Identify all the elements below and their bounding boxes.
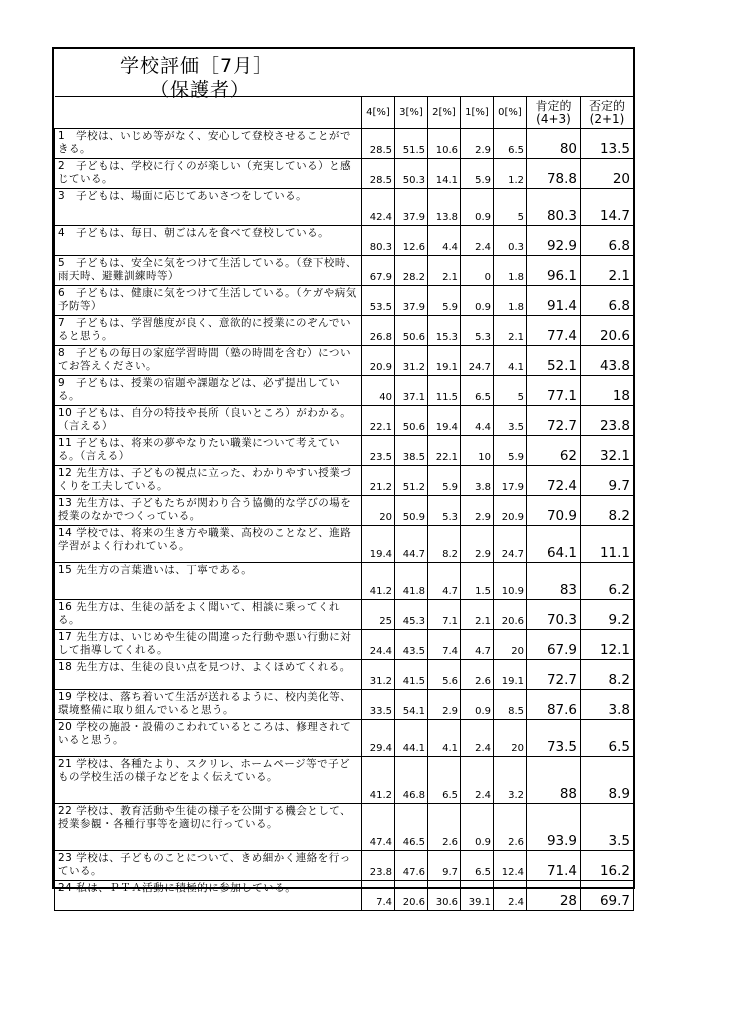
question-text: 11 子どもは、将来の夢やなりたい職業について考えている。（言える） <box>55 436 362 466</box>
value-positive: 78.8 <box>527 159 581 189</box>
page-title: 学校評価［7月］ <box>120 55 274 77</box>
question-text: 24 私は、ＰＴＡ活動に積極的に参加している。 <box>55 881 362 911</box>
value-positive: 77.4 <box>527 316 581 346</box>
table-row <box>55 804 634 851</box>
value-positive: 72.7 <box>527 406 581 436</box>
value-negative: 6.2 <box>581 563 634 600</box>
value-positive: 72.7 <box>527 660 581 690</box>
value-1: 6.5 <box>461 851 494 881</box>
value-3: 44.7 <box>395 526 428 563</box>
header-3: 3[%] <box>395 97 428 129</box>
value-4: 40 <box>362 376 395 406</box>
value-positive: 73.5 <box>527 720 581 757</box>
question-text: 18 先生方は、生徒の良い点を見つけ、よくほめてくれる。 <box>55 660 362 690</box>
value-0: 5 <box>494 376 527 406</box>
table-row <box>55 851 634 881</box>
value-2: 2.1 <box>428 256 461 286</box>
value-1: 2.9 <box>461 496 494 526</box>
question-text: 14 学校では、将来の生き方や職業、高校のことなど、進路学習がよく行われている。 <box>55 526 362 563</box>
value-negative: 8.2 <box>581 660 634 690</box>
question-text: 8 子どもの毎日の家庭学習時間（塾の時間を含む）についてお答えください。 <box>55 346 362 376</box>
question-text: 9 子どもは、授業の宿題や課題などは、必ず提出している。 <box>55 376 362 406</box>
header-negative: 否定的(2+1) <box>581 97 634 129</box>
question-text: 17 先生方は、いじめや生徒の間違った行動や悪い行動に対して指導してくれる。 <box>55 630 362 660</box>
question-text: 15 先生方の言葉遣いは、丁寧である。 <box>55 563 362 600</box>
value-2: 2.9 <box>428 690 461 720</box>
value-positive: 70.9 <box>527 496 581 526</box>
value-0: 10.9 <box>494 563 527 600</box>
value-positive: 83 <box>527 563 581 600</box>
table-row <box>55 496 634 526</box>
value-negative: 8.9 <box>581 757 634 804</box>
value-0: 1.8 <box>494 286 527 316</box>
question-text: 22 学校は、教育活動や生徒の様子を公開する機会として、授業参観・各種行事等を適切に行っている。 <box>55 804 362 851</box>
table-row <box>55 286 634 316</box>
value-2: 6.5 <box>428 757 461 804</box>
table-row <box>55 436 634 466</box>
question-text: 16 先生方は、生徒の話をよく聞いて、相談に乗ってくれる。 <box>55 600 362 630</box>
value-negative: 43.8 <box>581 346 634 376</box>
value-1: 6.5 <box>461 376 494 406</box>
value-3: 45.3 <box>395 600 428 630</box>
value-4: 24.4 <box>362 630 395 660</box>
value-1: 24.7 <box>461 346 494 376</box>
value-negative: 13.5 <box>581 129 634 159</box>
header-1: 1[%] <box>461 97 494 129</box>
table-row <box>55 226 634 256</box>
table-row <box>55 630 634 660</box>
value-negative: 6.8 <box>581 226 634 256</box>
value-3: 37.9 <box>395 189 428 226</box>
table-row <box>55 159 634 189</box>
value-2: 14.1 <box>428 159 461 189</box>
value-1: 0 <box>461 256 494 286</box>
table-row <box>55 690 634 720</box>
value-0: 1.8 <box>494 256 527 286</box>
value-1: 4.7 <box>461 630 494 660</box>
value-2: 11.5 <box>428 376 461 406</box>
survey-sheet <box>52 47 635 909</box>
value-1: 4.4 <box>461 406 494 436</box>
value-3: 41.5 <box>395 660 428 690</box>
value-0: 19.1 <box>494 660 527 690</box>
value-negative: 9.7 <box>581 466 634 496</box>
value-positive: 52.1 <box>527 346 581 376</box>
table-row <box>55 526 634 563</box>
value-3: 46.5 <box>395 804 428 851</box>
value-positive: 91.4 <box>527 286 581 316</box>
value-3: 51.2 <box>395 466 428 496</box>
value-positive: 87.6 <box>527 690 581 720</box>
question-text: 7 子どもは、学習態度が良く、意欲的に授業にのぞんでいると思う。 <box>55 316 362 346</box>
header-2: 2[%] <box>428 97 461 129</box>
value-2: 5.6 <box>428 660 461 690</box>
value-2: 5.9 <box>428 286 461 316</box>
question-text: 19 学校は、落ち着いて生活が送れるように、校内美化等、環境整備に取り組んでいると思う。 <box>55 690 362 720</box>
value-positive: 88 <box>527 757 581 804</box>
question-text: 23 学校は、子どものことについて、きめ細かく連絡を行っている。 <box>55 851 362 881</box>
value-0: 6.5 <box>494 129 527 159</box>
value-4: 7.4 <box>362 881 395 911</box>
value-0: 4.1 <box>494 346 527 376</box>
value-4: 41.2 <box>362 563 395 600</box>
value-4: 53.5 <box>362 286 395 316</box>
value-2: 8.2 <box>428 526 461 563</box>
table-row <box>55 757 634 804</box>
table-row <box>55 256 634 286</box>
value-3: 38.5 <box>395 436 428 466</box>
value-4: 20 <box>362 496 395 526</box>
value-negative: 18 <box>581 376 634 406</box>
value-positive: 93.9 <box>527 804 581 851</box>
table-row <box>55 189 634 226</box>
value-4: 23.8 <box>362 851 395 881</box>
value-positive: 80 <box>527 129 581 159</box>
table-row <box>55 346 634 376</box>
value-3: 28.2 <box>395 256 428 286</box>
value-0: 20.6 <box>494 600 527 630</box>
value-0: 0.3 <box>494 226 527 256</box>
value-1: 2.9 <box>461 526 494 563</box>
value-negative: 6.8 <box>581 286 634 316</box>
value-3: 54.1 <box>395 690 428 720</box>
value-4: 80.3 <box>362 226 395 256</box>
value-3: 47.6 <box>395 851 428 881</box>
value-negative: 69.7 <box>581 881 634 911</box>
value-0: 3.2 <box>494 757 527 804</box>
value-4: 20.9 <box>362 346 395 376</box>
question-text: 20 学校の施設・設備のこわれているところは、修理されていると思う。 <box>55 720 362 757</box>
value-2: 19.1 <box>428 346 461 376</box>
value-positive: 96.1 <box>527 256 581 286</box>
value-2: 4.7 <box>428 563 461 600</box>
value-1: 3.8 <box>461 466 494 496</box>
header-4: 4[%] <box>362 97 395 129</box>
value-0: 17.9 <box>494 466 527 496</box>
value-1: 2.4 <box>461 226 494 256</box>
header-blank <box>55 97 362 129</box>
value-4: 21.2 <box>362 466 395 496</box>
value-3: 50.3 <box>395 159 428 189</box>
value-2: 4.1 <box>428 720 461 757</box>
value-4: 19.4 <box>362 526 395 563</box>
table-row <box>55 376 634 406</box>
value-4: 47.4 <box>362 804 395 851</box>
value-2: 30.6 <box>428 881 461 911</box>
value-3: 50.9 <box>395 496 428 526</box>
table-row <box>55 720 634 757</box>
value-4: 28.5 <box>362 159 395 189</box>
value-positive: 70.3 <box>527 600 581 630</box>
value-positive: 72.4 <box>527 466 581 496</box>
question-text: 1 学校は、いじめ等がなく、安心して登校させることができる。 <box>55 129 362 159</box>
value-positive: 62 <box>527 436 581 466</box>
value-4: 33.5 <box>362 690 395 720</box>
question-text: 5 子どもは、安全に気をつけて生活している。（登下校時、雨天時、避難訓練時等） <box>55 256 362 286</box>
value-4: 22.1 <box>362 406 395 436</box>
value-0: 8.5 <box>494 690 527 720</box>
question-text: 4 子どもは、毎日、朝ごはんを食べて登校している。 <box>55 226 362 256</box>
value-1: 10 <box>461 436 494 466</box>
value-1: 0.9 <box>461 690 494 720</box>
value-2: 19.4 <box>428 406 461 436</box>
value-4: 23.5 <box>362 436 395 466</box>
table-row <box>55 881 634 911</box>
value-1: 2.9 <box>461 129 494 159</box>
question-text: 10 子どもは、自分の特技や長所（良いところ）がわかる。（言える） <box>55 406 362 436</box>
value-positive: 71.4 <box>527 851 581 881</box>
value-1: 1.5 <box>461 563 494 600</box>
value-1: 0.9 <box>461 804 494 851</box>
table-row <box>55 563 634 600</box>
header-row <box>55 97 634 129</box>
value-2: 4.4 <box>428 226 461 256</box>
value-4: 31.2 <box>362 660 395 690</box>
question-text: 12 先生方は、子どもの視点に立った、わかりやすい授業づくりを工夫している。 <box>55 466 362 496</box>
value-negative: 2.1 <box>581 256 634 286</box>
value-positive: 77.1 <box>527 376 581 406</box>
value-0: 20 <box>494 630 527 660</box>
value-negative: 16.2 <box>581 851 634 881</box>
value-2: 15.3 <box>428 316 461 346</box>
value-3: 12.6 <box>395 226 428 256</box>
title-block <box>54 49 633 101</box>
value-4: 29.4 <box>362 720 395 757</box>
table-row <box>55 316 634 346</box>
value-4: 28.5 <box>362 129 395 159</box>
value-2: 5.9 <box>428 466 461 496</box>
question-text: 3 子どもは、場面に応じてあいさつをしている。 <box>55 189 362 226</box>
value-4: 25 <box>362 600 395 630</box>
value-negative: 14.7 <box>581 189 634 226</box>
value-0: 1.2 <box>494 159 527 189</box>
value-3: 41.8 <box>395 563 428 600</box>
value-3: 37.1 <box>395 376 428 406</box>
table-row <box>55 129 634 159</box>
value-negative: 23.8 <box>581 406 634 436</box>
value-2: 13.8 <box>428 189 461 226</box>
value-positive: 80.3 <box>527 189 581 226</box>
value-1: 2.4 <box>461 757 494 804</box>
question-text: 2 子どもは、学校に行くのが楽しい（充実している）と感じている。 <box>55 159 362 189</box>
value-0: 24.7 <box>494 526 527 563</box>
value-4: 67.9 <box>362 256 395 286</box>
value-3: 44.1 <box>395 720 428 757</box>
header-positive: 肯定的(4+3) <box>527 97 581 129</box>
value-2: 5.3 <box>428 496 461 526</box>
header-0: 0[%] <box>494 97 527 129</box>
value-1: 5.3 <box>461 316 494 346</box>
value-2: 7.1 <box>428 600 461 630</box>
value-1: 2.1 <box>461 600 494 630</box>
value-positive: 64.1 <box>527 526 581 563</box>
table-row <box>55 406 634 436</box>
survey-table <box>54 96 634 911</box>
table-row <box>55 466 634 496</box>
value-2: 2.6 <box>428 804 461 851</box>
value-1: 2.4 <box>461 720 494 757</box>
value-0: 2.6 <box>494 804 527 851</box>
value-negative: 6.5 <box>581 720 634 757</box>
value-0: 20.9 <box>494 496 527 526</box>
value-1: 39.1 <box>461 881 494 911</box>
value-negative: 20 <box>581 159 634 189</box>
question-text: 6 子どもは、健康に気をつけて生活している。（ケガや病気予防等） <box>55 286 362 316</box>
value-3: 43.5 <box>395 630 428 660</box>
value-4: 26.8 <box>362 316 395 346</box>
value-1: 0.9 <box>461 286 494 316</box>
value-positive: 92.9 <box>527 226 581 256</box>
value-1: 0.9 <box>461 189 494 226</box>
value-negative: 3.5 <box>581 804 634 851</box>
value-negative: 20.6 <box>581 316 634 346</box>
page-subtitle: （保護者） <box>150 79 251 101</box>
value-1: 5.9 <box>461 159 494 189</box>
value-1: 2.6 <box>461 660 494 690</box>
value-3: 46.8 <box>395 757 428 804</box>
value-3: 50.6 <box>395 316 428 346</box>
value-2: 9.7 <box>428 851 461 881</box>
value-3: 51.5 <box>395 129 428 159</box>
value-0: 5.9 <box>494 436 527 466</box>
value-0: 3.5 <box>494 406 527 436</box>
value-4: 41.2 <box>362 757 395 804</box>
value-0: 2.1 <box>494 316 527 346</box>
value-negative: 8.2 <box>581 496 634 526</box>
value-positive: 67.9 <box>527 630 581 660</box>
question-text: 21 学校は、各種たより、スクリレ、ホームページ等で子どもの学校生活の様子などをよく伝えている。 <box>55 757 362 804</box>
value-0: 5 <box>494 189 527 226</box>
value-3: 31.2 <box>395 346 428 376</box>
value-negative: 9.2 <box>581 600 634 630</box>
value-0: 20 <box>494 720 527 757</box>
value-4: 42.4 <box>362 189 395 226</box>
table-row <box>55 600 634 630</box>
value-3: 50.6 <box>395 406 428 436</box>
value-0: 2.4 <box>494 881 527 911</box>
value-2: 7.4 <box>428 630 461 660</box>
value-negative: 3.8 <box>581 690 634 720</box>
value-2: 22.1 <box>428 436 461 466</box>
value-3: 20.6 <box>395 881 428 911</box>
value-negative: 11.1 <box>581 526 634 563</box>
value-0: 12.4 <box>494 851 527 881</box>
value-positive: 28 <box>527 881 581 911</box>
question-text: 13 先生方は、子どもたちが関わり合う協働的な学びの場を授業のなかでつくっている。 <box>55 496 362 526</box>
value-2: 10.6 <box>428 129 461 159</box>
value-3: 37.9 <box>395 286 428 316</box>
value-negative: 12.1 <box>581 630 634 660</box>
table-row <box>55 660 634 690</box>
value-negative: 32.1 <box>581 436 634 466</box>
